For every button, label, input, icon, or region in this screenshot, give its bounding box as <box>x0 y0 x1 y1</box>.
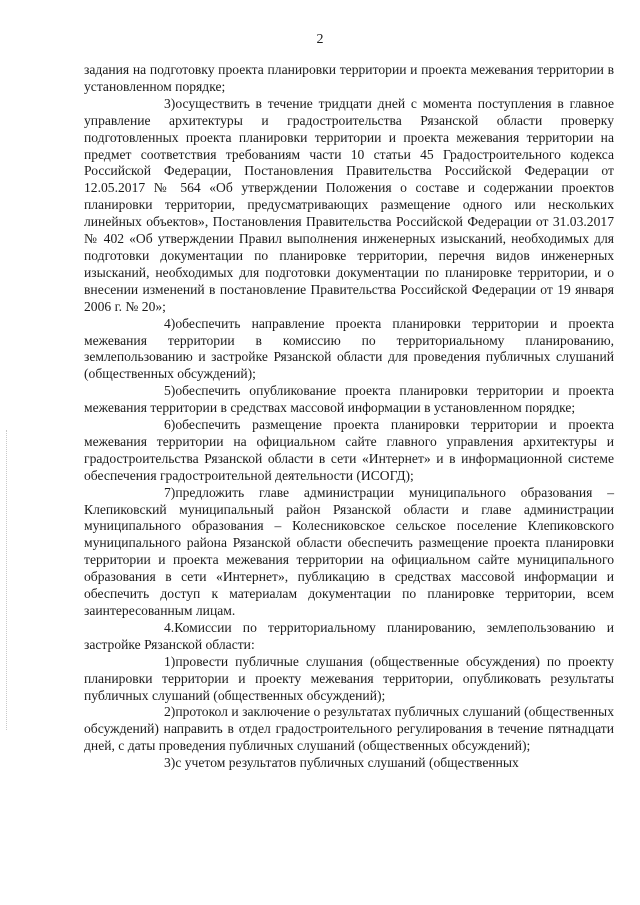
paragraph-text: предложить главе администрации муниципального образования – Клепиковский муниципальный район Рязанской области и главе администрации муниципального образования – Колесниковское сельское поселение Клепиковского муниципального района Рязанской области обеспечить размещение проекта планировки территории и проекта межевания территории на официальном сайте муниципального образования в сети «Интернет», публикацию в средствах массовой информации и обеспечить доступ к материалам документации по планировке территории, всем заинтересованным лицам. <box>84 484 614 618</box>
paragraph-section-4 <box>84 620 614 654</box>
paragraph-text: осуществить в течение тридцати дней с момента поступления в главное управление архитектуры и градостроительства Рязанской области проверку подготовленных проекта планировки территории и проекта межевания территории на предмет соответствия требованиям части 10 статьи 45 Градостроительного кодекса Российской Федерации, Постановления Правительства Российской Федерации от 12.05.2017 № 564 «Об утверждении Положения о составе и содержании проектов планировки территории, предусматривающих размещение одного или нескольких линейных объектов», Постановления Правительства Российской Федерации от 31.03.2017 № 402 «Об утверждении Правил выполнения инженерных изысканий, необходимых для подготовки документации по планировке территории, перечня видов инженерных изысканий, необходимых для подготовки документации по планировке территории, и о внесении изменений в постановление Правительства Российской Федерации от 19 января 2006 г. № 20»; <box>84 95 614 314</box>
item-number: 1) <box>164 653 176 669</box>
item-number: 6) <box>164 417 176 433</box>
paragraph-text: протокол и заключение о результатах публичных слушаний (общественных обсуждений) направить в отдел градостроительного регулирования в течение пятнадцати дней, с даты проведения публичных слушаний (общественных обсуждений); <box>84 704 614 754</box>
item-number: 4) <box>164 315 176 331</box>
item-number: 2) <box>164 704 176 720</box>
paragraph-item-7 <box>84 485 614 620</box>
paragraph-text: обеспечить направление проекта планировки территории и проекта межевания территории в комиссию по территориальному планированию, землепользованию и застройке Рязанской области для проведения публичных слушаний (общественных обсуждений); <box>84 315 614 382</box>
paragraph-text: с учетом результатов публичных слушаний (общественных <box>175 755 519 771</box>
paragraph-subitem-2 <box>84 704 614 755</box>
paragraph-item-6 <box>84 417 614 485</box>
paragraph-item-3 <box>84 96 614 316</box>
item-number: 7) <box>164 484 176 500</box>
paragraph-subitem-3 <box>84 755 614 772</box>
paragraph-text: обеспечить размещение проекта планировки территории и проекта межевания территории на официальном сайте главного управления архитектуры и градостроительства Рязанской области в сети «Интернет» и в информационной системе обеспечения градостроительной деятельности (ИСОГД); <box>84 417 614 483</box>
item-number: 4. <box>164 619 175 635</box>
page-number: 2 <box>316 32 324 47</box>
paragraph-text: задания на подготовку проекта планировки территории и проекта межевания территории в установленном порядке; <box>84 62 614 94</box>
scan-edge-marks <box>6 430 9 730</box>
paragraph-text: обеспечить опубликование проекта планировки территории и проекта межевания территории в средствах массовой информации в установленном порядке; <box>84 383 614 416</box>
paragraph-item-4 <box>84 316 614 384</box>
item-number: 3) <box>164 755 176 771</box>
paragraph-text: провести публичные слушания (общественные обсуждения) по проекту планировки территории и проекту межевания территории, опубликовать результаты публичных слушаний (общественных обсуждений); <box>84 653 614 703</box>
paragraph-text: Комиссии по территориальному планированию, землепользованию и застройке Рязанской области: <box>84 619 614 652</box>
item-number: 5) <box>164 383 176 399</box>
item-number: 3) <box>164 95 176 111</box>
paragraph-item-5 <box>84 383 614 417</box>
paragraph-subitem-1 <box>84 654 614 705</box>
document-body <box>84 62 614 772</box>
paragraph-continuation <box>84 62 614 96</box>
